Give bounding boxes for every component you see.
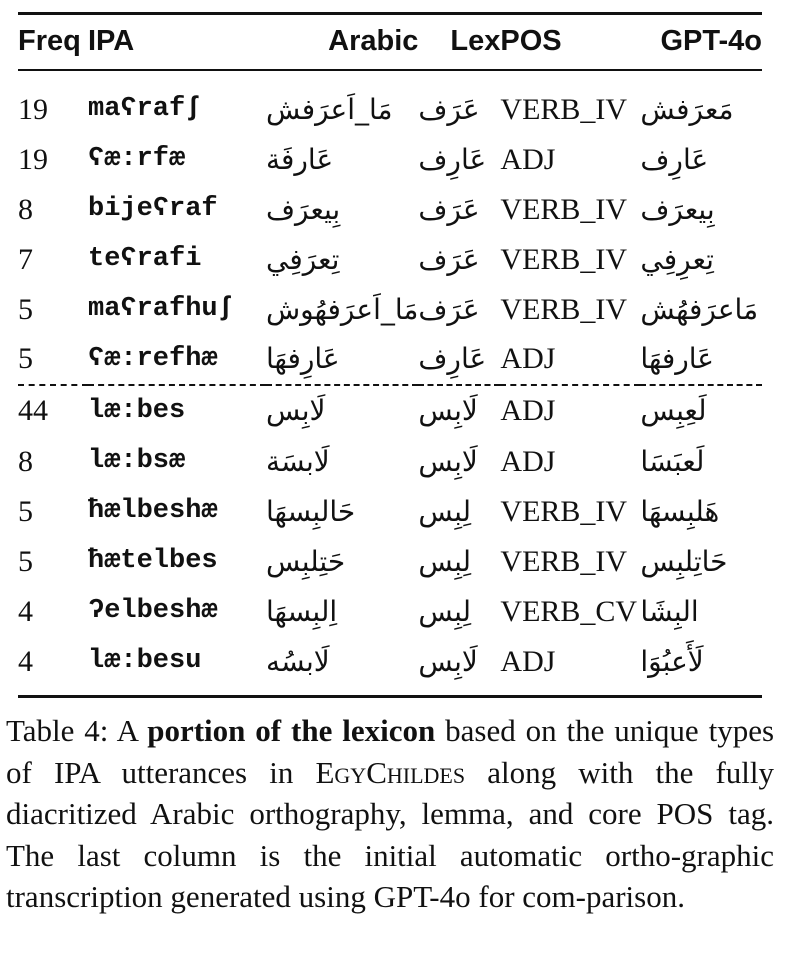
cell-pos: VERB_IV	[500, 292, 628, 326]
cell-gpt: البِشَا	[640, 594, 699, 628]
cell-pos: VERB_CV	[500, 594, 638, 628]
cell-freq: 4	[18, 594, 33, 628]
table-row	[18, 135, 762, 185]
cell-pos: ADJ	[500, 644, 556, 678]
cell-lex: عَرَف	[418, 242, 480, 276]
cell-gpt: لَأَعبُوَا	[640, 644, 704, 678]
cell-gpt: حَاتِلبِس	[640, 544, 728, 578]
cell-freq: 8	[18, 192, 33, 226]
cell-pos: VERB_IV	[500, 544, 628, 578]
cell-arabic: عَارفَة	[266, 142, 334, 176]
cell-gpt: هَلبِسهَا	[640, 494, 720, 528]
cell-lex: لَابِس	[418, 385, 500, 437]
cell-pos: VERB_IV	[500, 92, 628, 126]
cell-gpt: تِعرِفِي	[640, 242, 714, 276]
header-gpt: GPT-4o	[660, 25, 762, 58]
table-row	[18, 385, 762, 437]
cell-freq: 44	[18, 385, 88, 437]
cell-gpt: لَعِبِس	[640, 385, 762, 437]
cell-freq: 5	[18, 494, 33, 528]
cell-freq: 5	[18, 342, 33, 375]
table-row	[18, 285, 762, 335]
caption-prefix: Table 4: A	[6, 713, 148, 748]
cell-lex: لَابِس	[418, 644, 478, 678]
cell-gpt: مَاعرَفهُش	[640, 292, 759, 326]
cell-freq: 19	[18, 142, 48, 176]
cell-lex: عَارِف	[418, 142, 487, 176]
cell-ipa: læ:bsæ	[88, 446, 186, 476]
cell-gpt: بِيعرَف	[640, 192, 715, 226]
table-spacer	[18, 70, 762, 85]
cell-ipa: bijeʕraf	[88, 194, 218, 224]
table-row	[18, 537, 762, 587]
cell-pos: ADJ	[500, 342, 556, 375]
cell-pos: VERB_IV	[500, 494, 628, 528]
header-lex: Lex	[450, 25, 501, 58]
cell-pos: ADJ	[500, 385, 640, 437]
table-header-row	[18, 14, 762, 70]
cell-pos: VERB_IV	[500, 242, 628, 276]
table-row	[18, 637, 762, 687]
caption-suffix: along with the fully diacritized Arabic orthography, lemma, and core POS tag. The last column is the initial automatic ortho-graphic transcription generated using GPT-4o for com-parison.	[6, 754, 774, 914]
header-pos: POS	[500, 25, 562, 58]
cell-gpt: لَعبَسَا	[640, 444, 705, 478]
cell-gpt: مَعرَفش	[640, 92, 734, 126]
cell-pos: ADJ	[500, 444, 556, 478]
cell-pos: VERB_IV	[500, 192, 628, 226]
cell-arabic: اِلبِسهَا	[266, 594, 338, 628]
cell-lex: عَرَف	[418, 192, 480, 226]
cell-gpt: عَارفهَا	[640, 342, 714, 375]
cell-arabic: لَابسُه	[266, 644, 330, 678]
table-row	[18, 437, 762, 487]
cell-freq: 7	[18, 242, 33, 276]
cell-arabic: لَابسَة	[266, 444, 330, 478]
table-row	[18, 335, 762, 385]
cell-ipa: ħælbeshæ	[88, 496, 218, 526]
cell-gpt: عَارِف	[640, 142, 709, 176]
table-row	[18, 487, 762, 537]
table-caption	[6, 710, 774, 918]
caption-bold: portion of the lexicon	[147, 713, 436, 748]
cell-lex: لِبِس	[418, 494, 472, 528]
cell-ipa: læ:besu	[88, 646, 202, 676]
table-row	[18, 235, 762, 285]
cell-arabic: مَا_اَعرَفش	[266, 92, 393, 126]
cell-lex: عَرَف	[418, 92, 480, 126]
cell-ipa: maʕrafhuʃ	[88, 294, 234, 324]
cell-freq: 8	[18, 444, 33, 478]
header-arabic: Arabic	[328, 25, 419, 58]
cell-ipa: teʕrafi	[88, 244, 202, 274]
cell-arabic: بِيعرَف	[266, 192, 341, 226]
header-freq: Freq	[18, 25, 81, 58]
cell-lex: عَرَف	[418, 292, 480, 326]
cell-arabic: حَتِلبِس	[266, 544, 346, 578]
cell-ipa: maʕrafʃ	[88, 94, 202, 124]
header-ipa: IPA	[88, 25, 135, 58]
cell-lex: لِبِس	[418, 594, 472, 628]
cell-freq: 5	[18, 544, 33, 578]
table-spacer	[18, 687, 762, 697]
cell-freq: 19	[18, 92, 48, 126]
cell-ipa: ʕæ:rfæ	[88, 144, 186, 174]
table-row	[18, 85, 762, 135]
cell-arabic: لَابِس	[266, 385, 418, 437]
cell-freq: 5	[18, 292, 33, 326]
cell-pos: ADJ	[500, 142, 556, 176]
cell-arabic: تِعرَفِي	[266, 242, 340, 276]
cell-ipa: ʕæ:refhæ	[88, 343, 218, 374]
cell-arabic: عَارِفهَا	[266, 342, 340, 375]
lexicon-table	[18, 12, 762, 698]
table-row	[18, 587, 762, 637]
cell-ipa: ʔelbeshæ	[88, 596, 218, 626]
cell-ipa: læ:bes	[88, 385, 266, 437]
cell-ipa: ħætelbes	[88, 546, 218, 576]
cell-arabic: حَالبِسهَا	[266, 494, 356, 528]
table-row	[18, 185, 762, 235]
cell-lex: لَابِس	[418, 444, 478, 478]
caption-corpus: EgyChildes	[315, 754, 466, 790]
caption-middle: based on the unique types of IPA utterances in	[6, 713, 775, 790]
cell-freq: 4	[18, 644, 33, 678]
cell-lex: لِبِس	[418, 544, 472, 578]
cell-arabic: مَا_اَعرَفهُوش	[266, 292, 419, 326]
cell-lex: عَارِف	[418, 342, 487, 375]
